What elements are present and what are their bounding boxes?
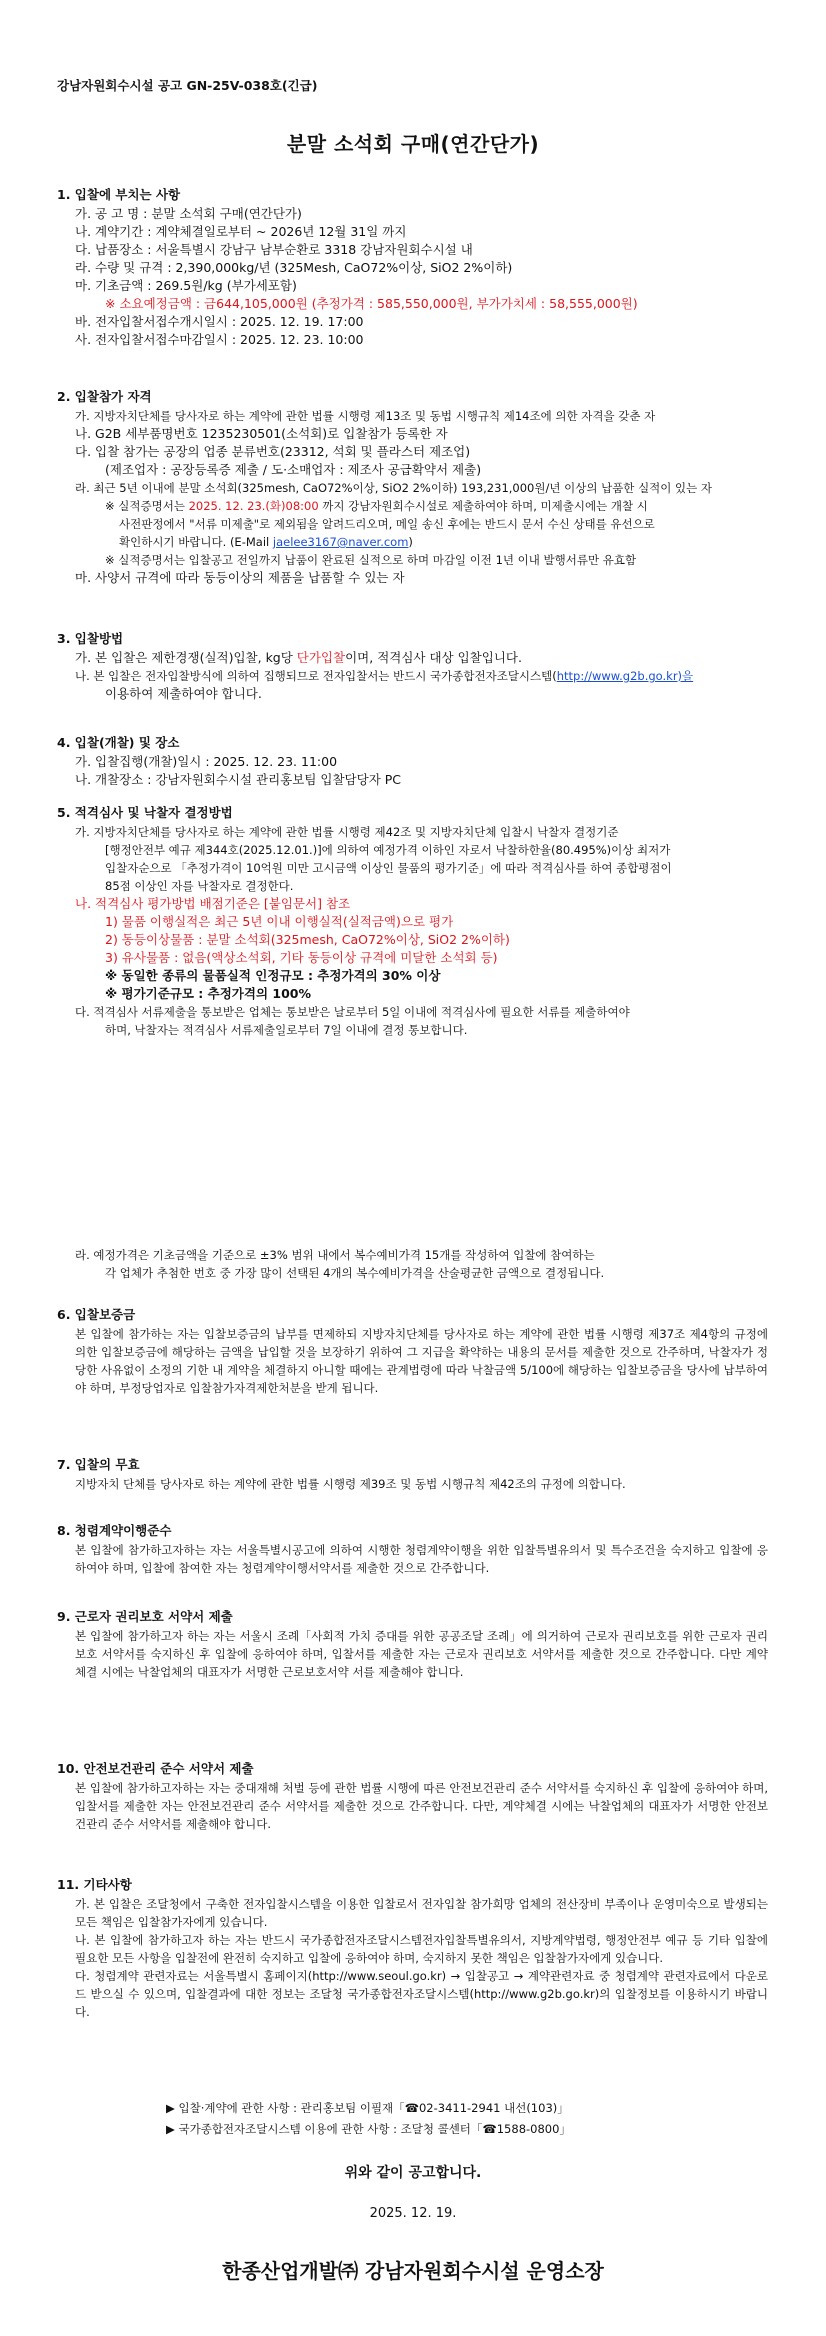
s1-item-ra: 라. 수량 및 규격 : 2,390,000kg/년 (325Mesh, CaO72%이상, SiO2 2%이하) [75,260,513,275]
s5-item-ga-4: 85점 이상인 자를 낙찰자로 결정한다. [105,879,294,893]
s5-item-ga-2: [행정안전부 예규 제344호(2025.12.01.)]에 의하여 예정가격 이하인 자로서 낙찰하한율(80.495%)이상 최저가 [105,843,671,857]
s4-item-ga: 가. 입찰집행(개찰)일시 : 2025. 12. 23. 11:00 [75,754,338,769]
s5-item-ra-1: 라. 예정가격은 기초금액을 기준으로 ±3% 범위 내에서 복수예비가격 15개를 작성하여 입찰에 참여하는 [75,1248,595,1262]
s5-item-ra-2: 각 업체가 추첨한 번호 중 가장 많이 선택된 4개의 복수예비가격을 산술평균한 금액으로 결정됩니다. [105,1266,605,1280]
section-8 [57,1522,772,1577]
s4-item-na: 나. 개찰장소 : 강남자원회수시설 관리홍보팀 입찰담당자 PC [75,772,402,787]
s2-item-na: 나. G2B 세부품명번호 1235230501(소석회)로 입찰참가 등록한 자 [75,426,448,441]
s5-item-da-1: 다. 적격심사 서류제출을 통보받은 업체는 통보받은 날로부터 5일 이내에 적격심사에 필요한 서류를 제출하여야 [75,1005,630,1019]
s3-item-ga [57,649,772,667]
section-11 [57,1876,772,2021]
s3-item-na-b: 이용하여 제출하여야 합니다. [105,686,262,701]
contact-callcenter: ▶ 국가종합전자조달시스템 이용에 관한 사항 : 조달청 콜센터「☎1588-0800」 [166,2122,571,2136]
s5-item-ga-1: 가. 지방자치단체를 당사자로 하는 계약에 관한 법률 시행령 제42조 및 지방자치단체 입찰시 낙찰자 결정기준 [75,825,619,839]
section-11-title: 11. 기타사항 [57,1877,132,1892]
s5-criteria-4: ※ 동일한 종류의 물품실적 인정규모 : 추정가격의 30% 이상 [105,968,441,983]
s2-item-da-note: (제조업자 : 공장등록증 제출 / 도·소매업자 : 제조사 공급확약서 제출) [105,462,482,477]
s1-item-sa: 사. 전자입찰서접수마감일시 : 2025. 12. 23. 10:00 [75,332,364,347]
section-3-title: 3. 입찰방법 [57,631,124,646]
section-7-title: 7. 입찰의 무효 [57,1457,140,1472]
section-8-title: 8. 청렴계약이행준수 [57,1523,172,1538]
s1-budget-note: ※ 소요예정금액 : 금644,105,000원 (추정가격 : 585,550,000원, 부가가치세 : 58,555,000원) [105,296,638,311]
s5-criteria-1: 1) 물품 이행실적은 최근 5년 이내 이행실적(실적금액)으로 평가 [105,914,454,929]
s2-note-2: ※ 실적증명서는 입찰공고 전일까지 납품이 완료된 실적으로 하며 마감일 이전 1년 이내 발행서류만 유효함 [105,553,637,567]
closing-statement: 위와 같이 공고합니다. [344,2165,482,2181]
section-5-title: 5. 적격심사 및 낙찰자 결정방법 [57,805,233,820]
s2-note-1-b: 까지 강남자원회수시설로 제출하여야 하며, 미제출시에는 개찰 시 [318,499,648,513]
issuer-name: 한종산업개발㈜ 강남자원회수시설 운영소장 [222,2259,604,2283]
s7-body: 지방자치 단체를 당사자로 하는 계약에 관한 법률 시행령 제39조 및 동법 시행규칙 제42조의 규정에 의합니다. [75,1477,626,1491]
section-2 [57,388,772,587]
s3-item-ga-a: 가. 본 입찰은 제한경쟁(실적)입찰, kg당 [75,650,297,665]
section-1-title: 1. 입찰에 부치는 사항 [57,187,181,202]
s5-criteria-2: 2) 동등이상물품 : 분말 소석회(325mesh, CaO72%이상, SiO2 2%이하) [105,932,510,947]
contact-email-link[interactable]: jaelee3167@naver.com [272,535,409,549]
section-10 [57,1760,772,1833]
s11-item-ga: 가. 본 입찰은 조달청에서 구축한 전자입찰시스템을 이용한 입찰로서 전자입찰 참가희망 업체의 전산장비 부족이나 운영미숙으로 발생되는 모든 책임은 입찰참가자에게 있습니다. [75,1897,768,1929]
s5-criteria-3: 3) 유사물품 : 없음(액상소석회, 기타 동등이상 규격에 미달한 소석회 등) [105,950,498,965]
s9-body: 본 입찰에 참가하고자 하는 자는 서울시 조례「사회적 가치 증대를 위한 공공조달 조례」에 의거하여 근로자 권리보호를 위한 근로자 권리보호 서약서를 숙지하신 후 입찰에 응하여야 하며, 입찰서를 제출한 자는 근로자 권리보호 서약서를 제출한 것으로 간주합니다. 다만 계약 체결 시에는 낙찰업체의 대표자가 서명한 근로보호서약 서를 제출해야 합니다. [75,1629,768,1679]
section-3 [57,630,772,703]
s3-item-na [57,667,772,685]
s8-body: 본 입찰에 참가하고자하는 자는 서울특별시공고에 의하여 시행한 청렴계약이행을 위한 입찰특별유의서 및 특수조건을 숙지하고 입찰에 응하여야 하며, 입찰에 참여한 자는 청렴계약이행서약서를 제출한 것으로 간주합니다. [75,1543,768,1575]
s3-item-na-a: 나. 본 입찰은 전자입찰방식에 의하여 집행되므로 전자입찰서는 반드시 국가종합전자조달시스템( [75,669,557,683]
contact-bidding: ▶ 입찰·계약에 관한 사항 : 관리홍보팀 이필재「☎02-3411-2941 내선(103)」 [166,2101,569,2115]
document-title: 분말 소석회 구매(연간단가) [286,132,540,156]
s11-item-da: 다. 청렴계약 관련자료는 서울특별시 홈페이지(http://www.seoul.go.kr) → 입찰공고 → 계약관련자료 중 청렴계약 관련자료에서 다운로드 받으실 수 있으며, 입찰결과에 대한 정보는 조달청 국가종합전자조달시스템(http://www.g2b.go.kr)의 입찰정보를 이용하시기 바랍니다. [75,1969,768,2019]
notice-number: 강남자원회수시설 공고 GN-25V-038호(긴급) [57,78,318,93]
s1-item-da: 다. 납품장소 : 서울특별시 강남구 남부순환로 3318 강남자원회수시설 내 [75,242,473,257]
section-5-ra [57,1246,772,1282]
s5-criteria-5: ※ 평가기준규모 : 추정가격의 100% [105,986,312,1001]
s3-unit-price-bid: 단가입찰 [296,650,346,665]
section-4 [57,734,772,789]
g2b-link[interactable]: http://www.g2b.go.kr)을 [556,669,694,683]
s2-note-1-d [57,533,772,551]
s5-item-ga-3: 입찰자순으로 「추정가격이 10억원 미만 고시금액 이상인 물품의 평가기준」에 따라 적격심사를 하여 종합평점이 [105,861,672,875]
s2-note-1-e: ) [408,535,413,549]
notice-date: 2025. 12. 19. [369,2206,457,2221]
section-9-title: 9. 근로자 권리보호 서약서 제출 [57,1609,233,1624]
section-6-title: 6. 입찰보증금 [57,1307,136,1322]
s11-item-na: 나. 본 입찰에 참가하고자 하는 자는 반드시 국가종합전자조달시스템전자입찰특별유의서, 지방계약법령, 행정안전부 예규 등 기타 입찰에 필요한 모든 사항을 입찰전에 완전히 숙지하고 입찰에 응하여야 하며, 숙지하지 못한 책임은 입찰참가자에게 있습니다. [75,1933,768,1965]
s1-item-na: 나. 계약기간 : 계약체결일로부터 ~ 2026년 12월 31일 까지 [75,224,407,239]
s2-item-ga: 가. 지방자치단체를 당사자로 하는 계약에 관한 법률 시행령 제13조 및 동법 시행규칙 제14조에 의한 자격을 갖춘 자 [75,409,656,423]
section-6 [57,1306,772,1397]
s5-item-da-2: 하며, 낙찰자는 적격심사 서류제출일로부터 7일 이내에 결정 통보합니다. [105,1023,468,1037]
s2-deadline-date: 2025. 12. 23.(화)08:00 [188,499,319,513]
section-9 [57,1608,772,1681]
s2-note-1 [57,497,772,515]
s2-item-ra: 라. 최근 5년 이내에 분말 소석회(325mesh, CaO72%이상, SiO2 2%이하) 193,231,000원/년 이상의 납품한 실적이 있는 자 [75,481,713,495]
section-1 [57,186,772,349]
s2-note-1-a: ※ 실적증명서는 [105,499,189,513]
s5-item-na: 나. 적격심사 평가방법 배점기준은 [붙임문서] 참조 [75,896,351,911]
section-7 [57,1456,772,1493]
s2-item-da: 다. 입찰 참가는 공장의 업종 분류번호(23312, 석회 및 플라스터 제조업) [75,444,471,459]
s1-item-ga: 가. 공 고 명 : 분말 소석회 구매(연간단가) [75,206,302,221]
s3-item-ga-b: 이며, 적격심사 대상 입찰입니다. [345,650,522,665]
section-10-title: 10. 안전보건관리 준수 서약서 제출 [57,1761,254,1776]
section-5 [57,804,772,1039]
section-2-title: 2. 입찰참가 자격 [57,389,152,404]
s10-body: 본 입찰에 참가하고자하는 자는 중대재해 처벌 등에 관한 법률 시행에 따른 안전보건관리 준수 서약서를 숙지하신 후 입찰에 응하여야 하며, 입찰서를 제출한 자는 안전보건관리 준수 서약서를 제출한 것으로 간주합니다. 다만, 계약체결 시에는 낙찰업체의 대표자가 서명한 안전보건관리 준수 서약서를 제출해야 합니다. [75,1781,768,1831]
s2-note-1-c: 사전판정에서 "서류 미제출"로 제외됨을 알려드리오며, 메일 송신 후에는 반드시 문서 수신 상태를 유선으로 [119,517,655,531]
s1-item-ba: 바. 전자입찰서접수개시일시 : 2025. 12. 19. 17:00 [75,314,364,329]
contact-info [166,2098,571,2140]
s6-body: 본 입찰에 참가하는 자는 입찰보증금의 납부를 면제하되 지방자치단체를 당사자로 하는 계약에 관한 법률 시행령 제37조 제4항의 규정에 의한 입찰보증금에 해당하는 금액을 납입할 것을 보장하기 위하여 그 지급을 확약하는 내용의 문서를 제출한 것으로 간주하며, 낙찰자가 정당한 사유없이 소정의 기한 내 계약을 체결하지 아니할 때에는 관계법령에 따라 낙찰금액 5/100에 해당하는 입찰보증금을 당사에 납부하여야 하며, 부정당업자로 입찰참가자격제한처분을 받게 됩니다. [75,1327,768,1395]
s2-note-1-d-text: 확인하시기 바랍니다. (E-Mail [119,535,273,549]
s1-item-ma: 마. 기초금액 : 269.5원/kg (부가세포함) [75,278,297,293]
section-4-title: 4. 입찰(개찰) 및 장소 [57,735,180,750]
s2-item-ma: 마. 사양서 규격에 따라 동등이상의 제품을 납품할 수 있는 자 [75,570,405,585]
